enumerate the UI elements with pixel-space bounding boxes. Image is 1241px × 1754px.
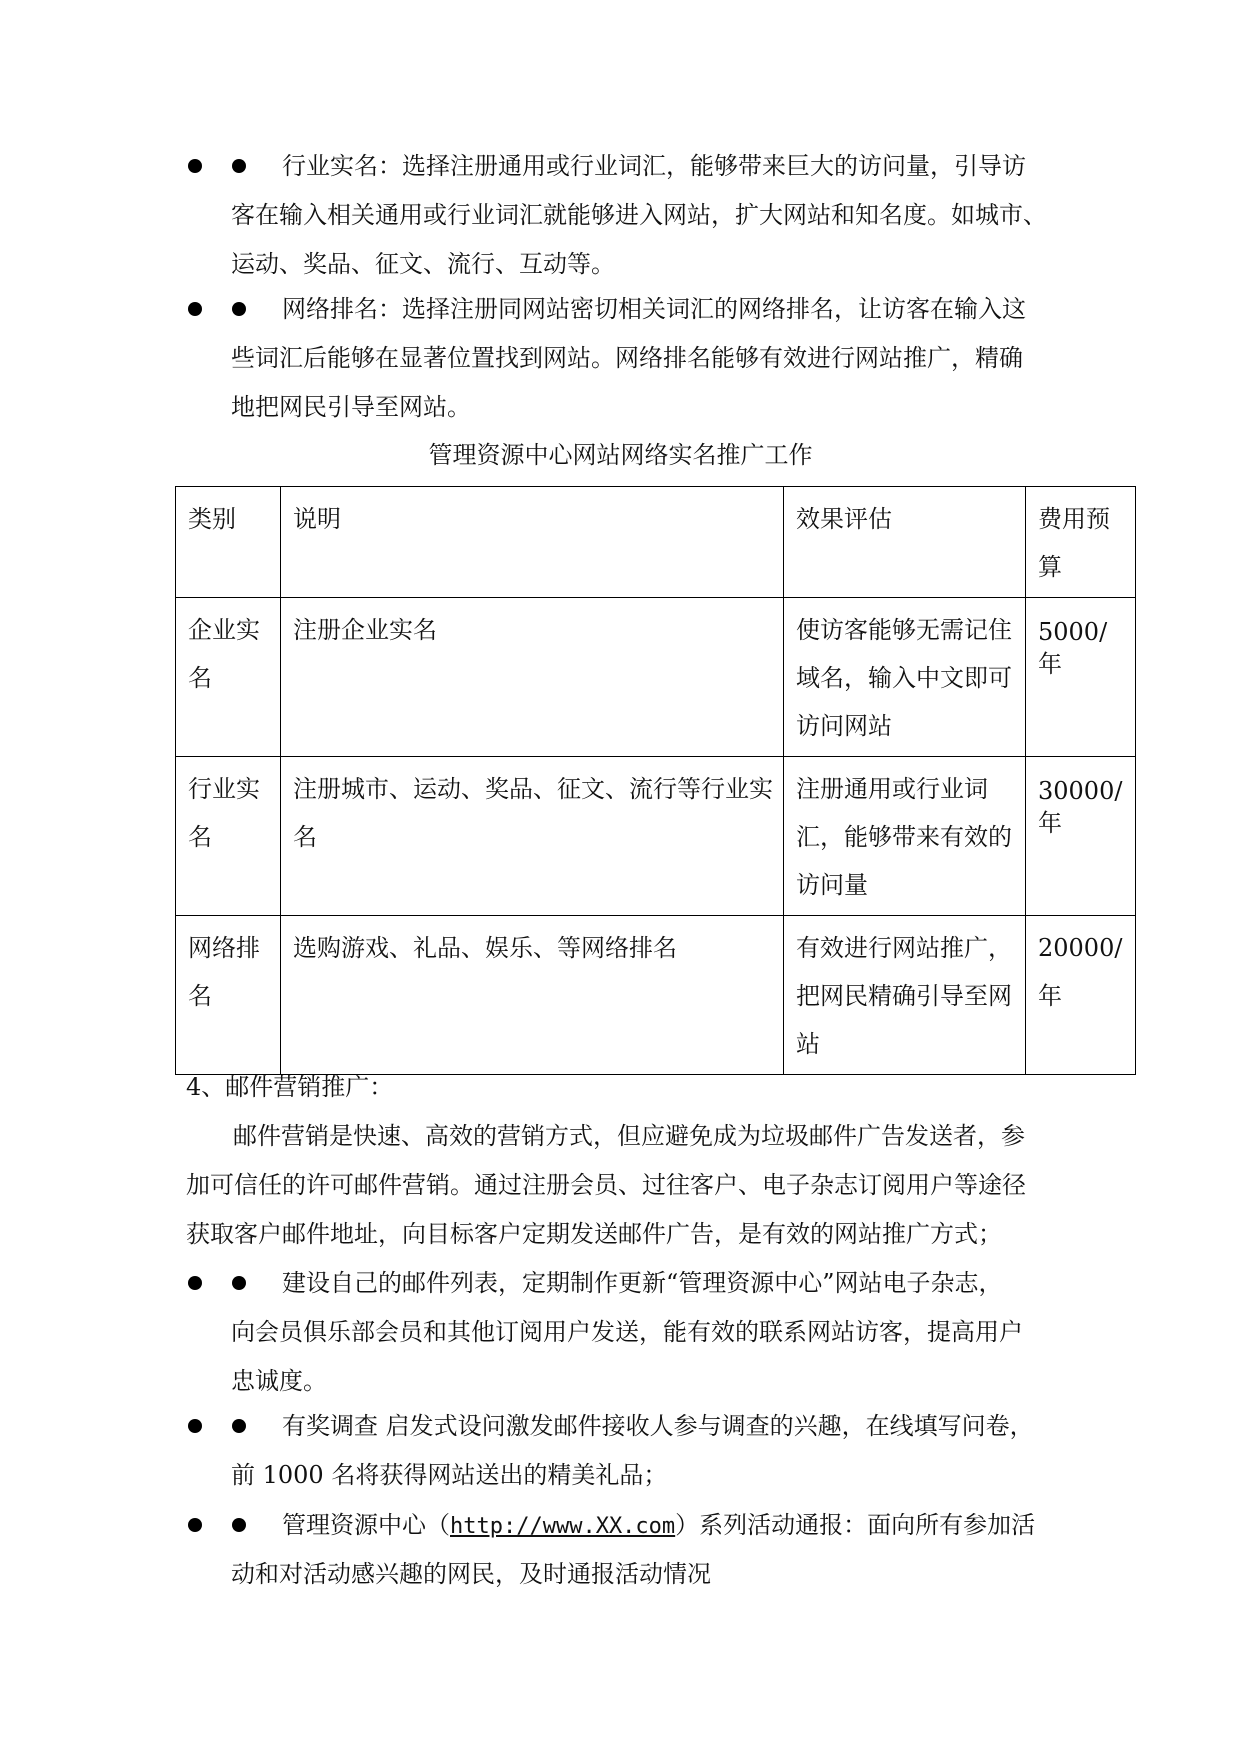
cell-budget: 20000/年 xyxy=(1026,916,1136,1075)
cell-description: 注册企业实名 xyxy=(281,598,784,757)
bullet-text-line: 建设自己的邮件列表，定期制作更新“管理资源中心”网站电子杂志， xyxy=(282,1269,1003,1297)
bullet-icon xyxy=(188,302,202,316)
bullet-text-line xyxy=(282,1510,1035,1542)
website-link[interactable]: http://www.XX.com xyxy=(450,1514,676,1539)
bullet-text-suffix: ）系列活动通报：面向所有参加活 xyxy=(675,1511,1036,1539)
bullet-text-line: 有奖调查 启发式设问激发邮件接收人参与调查的兴趣，在线填写问卷， xyxy=(282,1412,1034,1440)
promotion-table xyxy=(175,486,1136,1075)
header-category: 类别 xyxy=(176,487,281,598)
header-description: 说明 xyxy=(281,487,784,598)
section-heading: 4、邮件营销推广： xyxy=(186,1073,394,1101)
table-header-row xyxy=(176,487,1136,598)
bullet-text-line: 地把网民引导至网站。 xyxy=(231,393,471,421)
bullet-text-line: 忠诚度。 xyxy=(231,1367,327,1395)
cell-effect: 使访客能够无需记住域名，输入中文即可访问网站 xyxy=(784,598,1026,757)
bullet-text-line: 网络排名：选择注册同网站密切相关词汇的网络排名，让访客在输入这 xyxy=(282,295,1026,323)
cell-effect: 有效进行网站推广，把网民精确引导至网站 xyxy=(784,916,1026,1075)
bullet-icon xyxy=(232,302,246,316)
paragraph-line: 加可信任的许可邮件营销。通过注册会员、过往客户、电子杂志订阅用户等途径 xyxy=(186,1171,1026,1199)
bullet-icon xyxy=(232,1276,246,1290)
table-row xyxy=(176,598,1136,757)
cell-effect: 注册通用或行业词汇，能够带来有效的访问量 xyxy=(784,757,1026,916)
cell-category: 行业实名 xyxy=(176,757,281,916)
paragraph-line: 邮件营销是快速、高效的营销方式，但应避免成为垃圾邮件广告发送者，参 xyxy=(233,1122,1025,1150)
bullet-icon xyxy=(188,159,202,173)
bullet-text-line: 动和对活动感兴趣的网民，及时通报活动情况 xyxy=(231,1560,711,1588)
bullet-icon xyxy=(188,1419,202,1433)
cell-budget: 5000/年 xyxy=(1026,598,1136,757)
header-effect: 效果评估 xyxy=(784,487,1026,598)
bullet-icon xyxy=(188,1276,202,1290)
cell-budget: 30000/年 xyxy=(1026,757,1136,916)
cell-category: 企业实名 xyxy=(176,598,281,757)
bullet-text-prefix: 管理资源中心（ xyxy=(282,1511,450,1539)
bullet-text-line: 些词汇后能够在显著位置找到网站。网络排名能够有效进行网站推广，精确 xyxy=(231,344,1023,372)
cell-description: 选购游戏、礼品、娱乐、等网络排名 xyxy=(281,916,784,1075)
bullet-text-line: 运动、奖品、征文、流行、互动等。 xyxy=(231,250,615,278)
bullet-text-line: 前 1000 名将获得网站送出的精美礼品； xyxy=(231,1461,668,1489)
bullet-text-line: 行业实名：选择注册通用或行业词汇，能够带来巨大的访问量，引导访 xyxy=(282,152,1026,180)
bullet-icon xyxy=(188,1518,202,1532)
header-budget: 费用预算 xyxy=(1026,487,1136,598)
cell-category: 网络排名 xyxy=(176,916,281,1075)
table-row xyxy=(176,916,1136,1075)
paragraph-line: 获取客户邮件地址，向目标客户定期发送邮件广告，是有效的网站推广方式； xyxy=(186,1220,1002,1248)
bullet-icon xyxy=(232,1518,246,1532)
bullet-text-line: 客在输入相关通用或行业词汇就能够进入网站，扩大网站和知名度。如城市、 xyxy=(231,201,1047,229)
table-caption: 管理资源中心网站网络实名推广工作 xyxy=(428,441,813,469)
bullet-text-line: 向会员俱乐部会员和其他订阅用户发送，能有效的联系网站访客，提高用户 xyxy=(231,1318,1023,1346)
cell-description: 注册城市、运动、奖品、征文、流行等行业实名 xyxy=(281,757,784,916)
table-row xyxy=(176,757,1136,916)
bullet-icon xyxy=(232,1419,246,1433)
bullet-icon xyxy=(232,159,246,173)
